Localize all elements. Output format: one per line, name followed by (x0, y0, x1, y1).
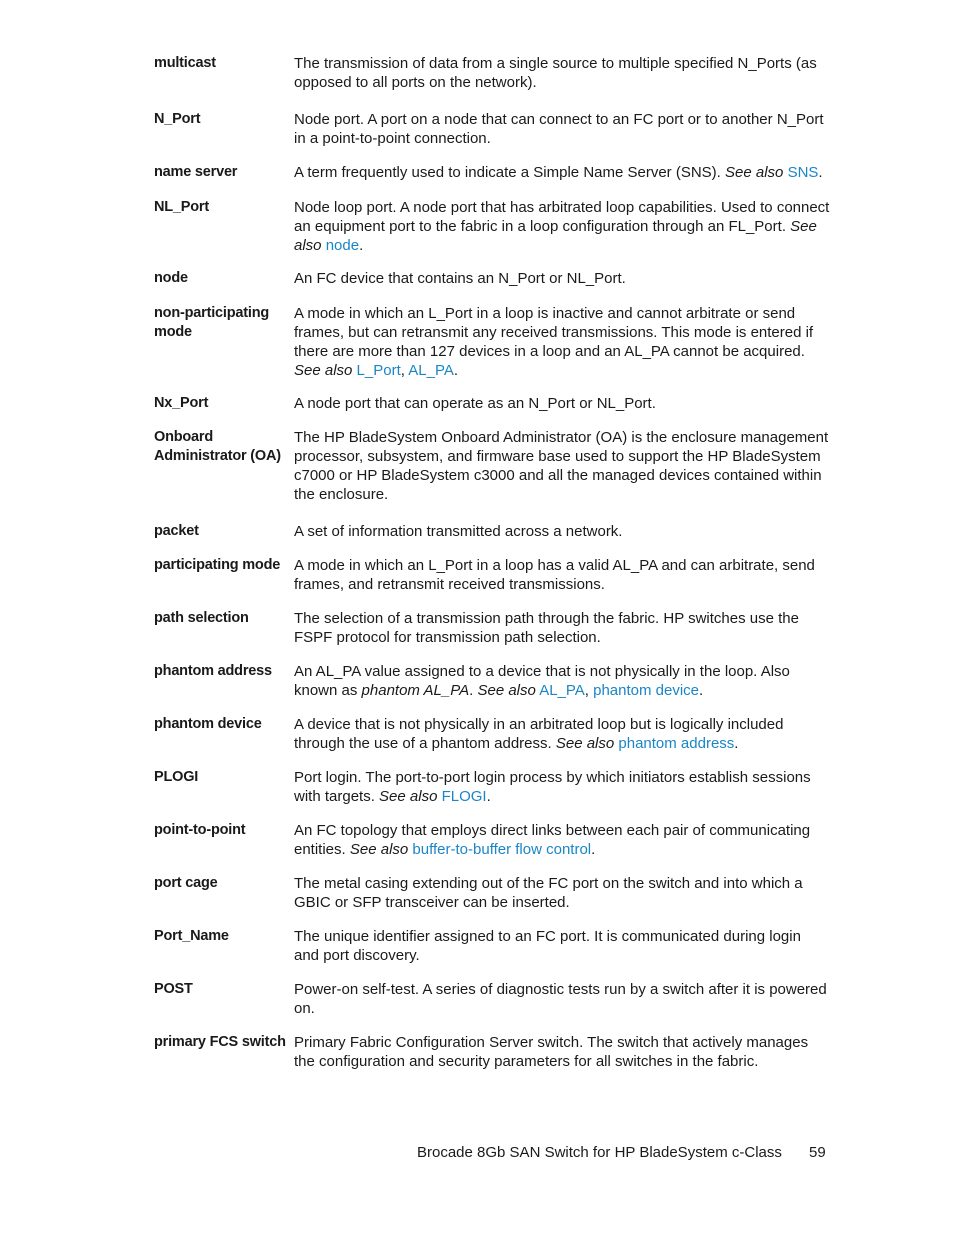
italic-text: See also (555, 735, 615, 752)
glossary-term: port cage (154, 875, 218, 891)
cross-reference-link[interactable]: phantom device (593, 682, 700, 699)
cross-reference-link[interactable]: AL_PA (539, 682, 585, 699)
cross-reference-link[interactable]: AL_PA (408, 362, 454, 379)
glossary-term: node (154, 270, 188, 286)
italic-text: phantom AL_PA (361, 682, 470, 699)
italic-text: See also (379, 788, 438, 805)
definition-text: . (699, 682, 704, 699)
glossary-term: multicast (154, 55, 216, 71)
glossary-term: NL_Port (154, 199, 209, 215)
glossary-term: participating mode (154, 557, 281, 573)
italic-text: See also (349, 841, 409, 858)
definition-text: . (469, 682, 478, 699)
glossary-term: non-participating mode (154, 305, 270, 340)
glossary-term: PLOGI (154, 769, 199, 785)
cross-reference-link[interactable]: phantom address (618, 735, 735, 752)
glossary-term: name server (154, 164, 238, 180)
definition-text: A mode in which an L_Port in a loop has a valid AL_PA and can arbitrate, send frames, and retransmit received transmissions. (294, 557, 815, 593)
definition-text: Primary Fabric Configuration Server switch. The switch that actively manages the configuration and security parameters for all switches in the fabric. (294, 1034, 809, 1070)
glossary-definition (294, 874, 830, 912)
definition-text: A device that is not physically in an arbitrated loop but is logically included through the use of a phantom address. (294, 716, 784, 752)
glossary-term: point-to-point (154, 822, 246, 838)
definition-text: A mode in which an L_Port in a loop is inactive and cannot arbitrate or send frames, but can retransmit any received transmissions. This mode is entered if there are more than 127 devices in a loop and an AL_PA cannot be acquired. (294, 305, 814, 360)
definition-text: Power-on self-test. A series of diagnostic tests run by a switch after it is powered on. (294, 981, 827, 1017)
glossary-definition (294, 715, 830, 753)
cross-reference-link[interactable]: L_Port (356, 362, 401, 379)
definition-text: The unique identifier assigned to an FC port. It is communicated during login and port discovery. (294, 928, 801, 964)
definition-text: A node port that can operate as an N_Port or NL_Port. (294, 395, 656, 412)
glossary-definition (294, 980, 830, 1018)
glossary-term: phantom address (154, 663, 272, 679)
italic-text: See also (294, 218, 817, 254)
definition-text: . (818, 164, 823, 181)
definition-text: Node loop port. A node port that has arbitrated loop capabilities. Used to connect an equipment port to the fabric in a loop configuration through an FL_Port. (294, 199, 830, 235)
glossary-definition (294, 662, 830, 700)
glossary-term: path selection (154, 610, 249, 626)
glossary-term: Onboard Administrator (OA) (154, 429, 281, 464)
glossary-definition (294, 269, 830, 288)
definition-text: . (734, 735, 739, 752)
cross-reference-link[interactable]: FLOGI (441, 788, 487, 805)
glossary-definition (294, 110, 830, 148)
cross-reference-link[interactable]: SNS (787, 164, 819, 181)
glossary-definition (294, 1033, 830, 1071)
glossary-definition (294, 394, 830, 413)
glossary-definition (294, 198, 830, 255)
glossary-term: Port_Name (154, 928, 229, 944)
italic-text: See also (477, 682, 536, 699)
definition-text: The metal casing extending out of the FC port on the switch and into which a GBIC or SFP transceiver can be inserted. (294, 875, 803, 911)
glossary-term: N_Port (154, 111, 201, 127)
glossary-definition (294, 609, 830, 647)
definition-text: . (591, 841, 596, 858)
glossary-term: primary FCS switch (154, 1034, 286, 1050)
glossary-definition (294, 522, 830, 541)
glossary-definition (294, 428, 830, 504)
glossary-term: POST (154, 981, 193, 997)
glossary-definition (294, 556, 830, 594)
definition-text: The selection of a transmission path through the fabric. HP switches use the FSPF protocol for transmission path selection. (294, 610, 799, 646)
definition-text: An FC device that contains an N_Port or NL_Port. (294, 270, 626, 287)
definition-text: , (584, 682, 594, 699)
glossary-definition (294, 163, 830, 182)
glossary-definition (294, 768, 830, 806)
glossary-term: packet (154, 523, 199, 539)
glossary-definition (294, 304, 830, 380)
cross-reference-link[interactable]: buffer-to-buffer flow control (412, 841, 592, 858)
definition-text: . (359, 237, 364, 254)
glossary-definition (294, 54, 830, 92)
footer-document-title: Brocade 8Gb SAN Switch for HP BladeSystem c-Class (417, 1144, 782, 1161)
definition-text: An AL_PA value assigned to a device that is not physically in the loop. Also known as (294, 663, 790, 699)
page-number: 59 (809, 1144, 826, 1161)
definition-text: . (486, 788, 491, 805)
definition-text: The HP BladeSystem Onboard Administrator (OA) is the enclosure management processor, subsystem, and firmware base used to support the HP BladeSystem c7000 or HP BladeSystem c3000 and all the managed devices contained within the enclosure. (294, 429, 829, 503)
glossary-term: phantom device (154, 716, 262, 732)
definition-text: , (400, 362, 409, 379)
cross-reference-link[interactable]: node (325, 237, 360, 254)
italic-text: See also (294, 362, 353, 379)
definition-text: Port login. The port-to-port login process by which initiators establish sessions with targets. (294, 769, 811, 805)
definition-text: A set of information transmitted across a network. (294, 523, 623, 540)
definition-text: An FC topology that employs direct links between each pair of communicating entities. (294, 822, 811, 858)
glossary-definition (294, 927, 830, 965)
italic-text: See also (725, 164, 784, 181)
definition-text: Node port. A port on a node that can connect to an FC port or to another N_Port in a point-to-point connection. (294, 111, 824, 147)
definition-text: . (453, 362, 459, 379)
glossary-term: Nx_Port (154, 395, 209, 411)
definition-text: The transmission of data from a single source to multiple specified N_Ports (as opposed to all ports on the network). (294, 55, 817, 91)
glossary-definition (294, 821, 830, 859)
definition-text: A term frequently used to indicate a Simple Name Server (SNS). (294, 164, 726, 181)
